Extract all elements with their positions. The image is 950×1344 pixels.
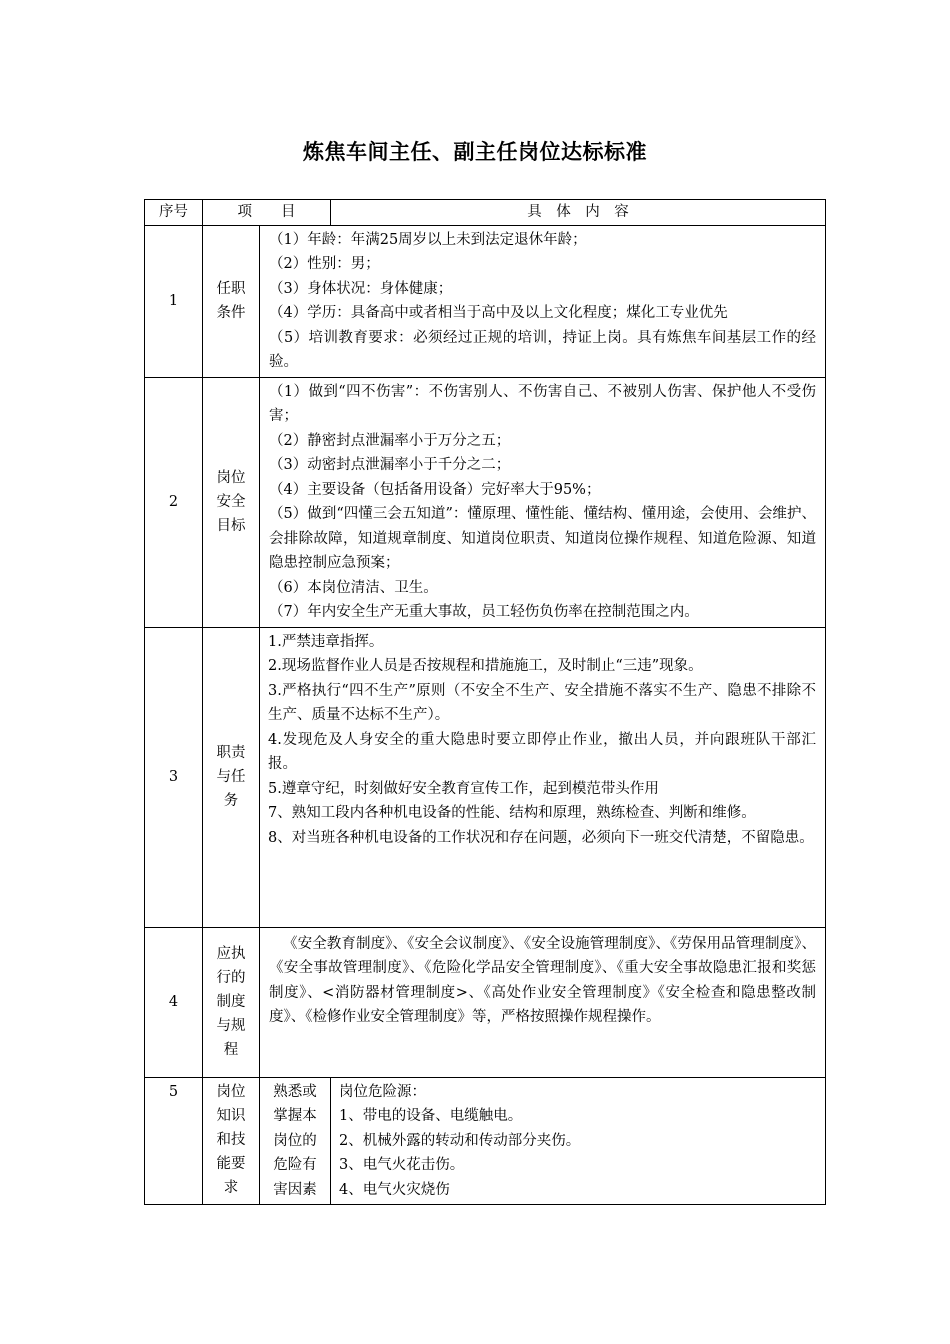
content-line: （4）学历：具备高中或者相当于高中及以上文化程度；煤化工专业优先 — [269, 305, 728, 321]
row-number: 1 — [145, 225, 203, 377]
row-number: 3 — [145, 627, 203, 927]
table-row — [145, 225, 826, 377]
item-line: 与任 — [216, 769, 246, 785]
row-number: 5 — [145, 1077, 203, 1205]
content-line: （5）做到“四懂三会五知道”：懂原理、懂性能、懂结构、懂用途，会使用、会维护、会排除故障，知道规章制度、知道岗位职责、知道岗位操作规程、知道危险源、知道隐患控制应急预案； — [269, 506, 816, 571]
row-item — [203, 1077, 260, 1205]
subitem-line: 害因素 — [273, 1181, 317, 1198]
item-line: 行的 — [216, 970, 246, 986]
row-content — [260, 225, 826, 377]
row-item — [203, 377, 260, 627]
content-line: 2、机械外露的转动和传动部分夹伤。 — [339, 1132, 581, 1149]
item-line: 应执 — [216, 946, 246, 962]
content-line: 1.严禁违章指挥。 — [268, 633, 384, 650]
item-line: 条件 — [216, 305, 246, 321]
item-line: 制度 — [216, 994, 246, 1010]
content-line: 7、熟知工段内各种机电设备的性能、结构和原理，熟练检查、判断和维修。 — [268, 805, 756, 821]
item-line: 岗位 — [216, 470, 246, 486]
item-line: 目标 — [216, 518, 246, 534]
content-line: （7）年内安全生产无重大事故，员工轻伤负伤率在控制范围之内。 — [269, 604, 699, 620]
content-line: （2）性别：男； — [269, 256, 380, 272]
item-line: 与规 — [216, 1018, 246, 1034]
content-line: （2）静密封点泄漏率小于万分之五； — [269, 432, 511, 449]
row-item — [203, 225, 260, 377]
content-line: （1）做到“四不伤害”：不伤害别人、不伤害自己、不被别人伤害、保护他人不受伤害； — [269, 383, 816, 424]
item-line: 职责 — [216, 745, 246, 761]
content-line: 2.现场监督作业人员是否按规程和措施施工，及时制止“三违”现象。 — [268, 658, 703, 674]
item-line: 安全 — [216, 494, 246, 510]
table-header-row — [145, 200, 826, 226]
header-content: 具 体 内 容 — [331, 200, 826, 226]
item-line: 任职 — [216, 281, 246, 297]
item-line: 知识 — [216, 1107, 246, 1124]
content-line: （1）年龄：年满25周岁以上未到法定退休年龄； — [269, 231, 587, 248]
row-number: 4 — [145, 927, 203, 1077]
standards-table — [144, 199, 826, 1205]
content-line: 5.遵章守纪，时刻做好安全教育宣传工作，起到模范带头作用 — [268, 780, 659, 797]
table-row — [145, 627, 826, 927]
content-line: （4）主要设备（包括备用设备）完好率大于95%； — [269, 481, 601, 498]
item-line: 求 — [223, 1179, 239, 1196]
document-title: 炼焦车间主任、副主任岗位达标标准 — [303, 140, 647, 164]
row-number: 2 — [145, 377, 203, 627]
content-line: 8、对当班各种机电设备的工作状况和存在问题，必须向下一班交代清楚，不留隐患。 — [268, 829, 814, 846]
row-item — [203, 627, 260, 927]
content-line: （3）动密封点泄漏率小于千分之二； — [269, 457, 511, 473]
item-line: 务 — [223, 793, 239, 809]
subitem-line: 岗位的 — [273, 1132, 317, 1149]
content-line: （3）身体状况：身体健康； — [269, 280, 453, 297]
content-line: 《安全教育制度》、《安全会议制度》、《安全设施管理制度》、《劳保用品管理制度》、《安全事故管理制度》、《危险化学品安全管理制度》、《重大安全事故隐患汇报和奖惩制度》、<消防器材管理制度>、《高处作业安全管理制度》《安全检查和隐患整改制度》、《检修作业安全管理制度》等，严格按照操作规程操作。 — [269, 935, 816, 1025]
subitem-line: 危险有 — [273, 1157, 317, 1173]
item-line: 岗位 — [216, 1083, 246, 1100]
table-row — [145, 377, 826, 627]
row-content — [260, 627, 826, 927]
row-item — [203, 927, 260, 1077]
content-line: 3.严格执行“四不生产”原则（不安全不生产、安全措施不落实不生产、隐患不排除不生产、质量不达标不生产）。 — [268, 682, 816, 723]
row-content — [331, 1077, 826, 1205]
content-line: 岗位危险源： — [339, 1083, 426, 1100]
item-line: 能要 — [216, 1155, 246, 1172]
content-line: 3、电气火花击伤。 — [339, 1157, 465, 1173]
item-line: 和技 — [216, 1131, 246, 1148]
row-content — [260, 927, 826, 1077]
item-line: 程 — [223, 1042, 239, 1058]
content-line: 4、电气火灾烧伤 — [339, 1181, 450, 1198]
content-line: （6）本岗位清洁、卫生。 — [269, 579, 438, 596]
table-row — [145, 1077, 826, 1205]
subitem-line: 掌握本 — [273, 1108, 317, 1124]
header-item: 项 目 — [203, 200, 331, 226]
subitem-line: 熟悉或 — [273, 1083, 317, 1100]
row-content — [260, 377, 826, 627]
table-row — [145, 927, 826, 1077]
header-no: 序号 — [145, 200, 203, 226]
content-line: （5）培训教育要求：必须经过正规的培训，持证上岗。具有炼焦车间基层工作的经验。 — [269, 329, 816, 370]
row-subitem — [260, 1077, 331, 1205]
content-line: 1、带电的设备、电缆触电。 — [339, 1108, 523, 1124]
content-line: 4.发现危及人身安全的重大隐患时要立即停止作业，撤出人员，并向跟班队干部汇报。 — [268, 731, 816, 772]
